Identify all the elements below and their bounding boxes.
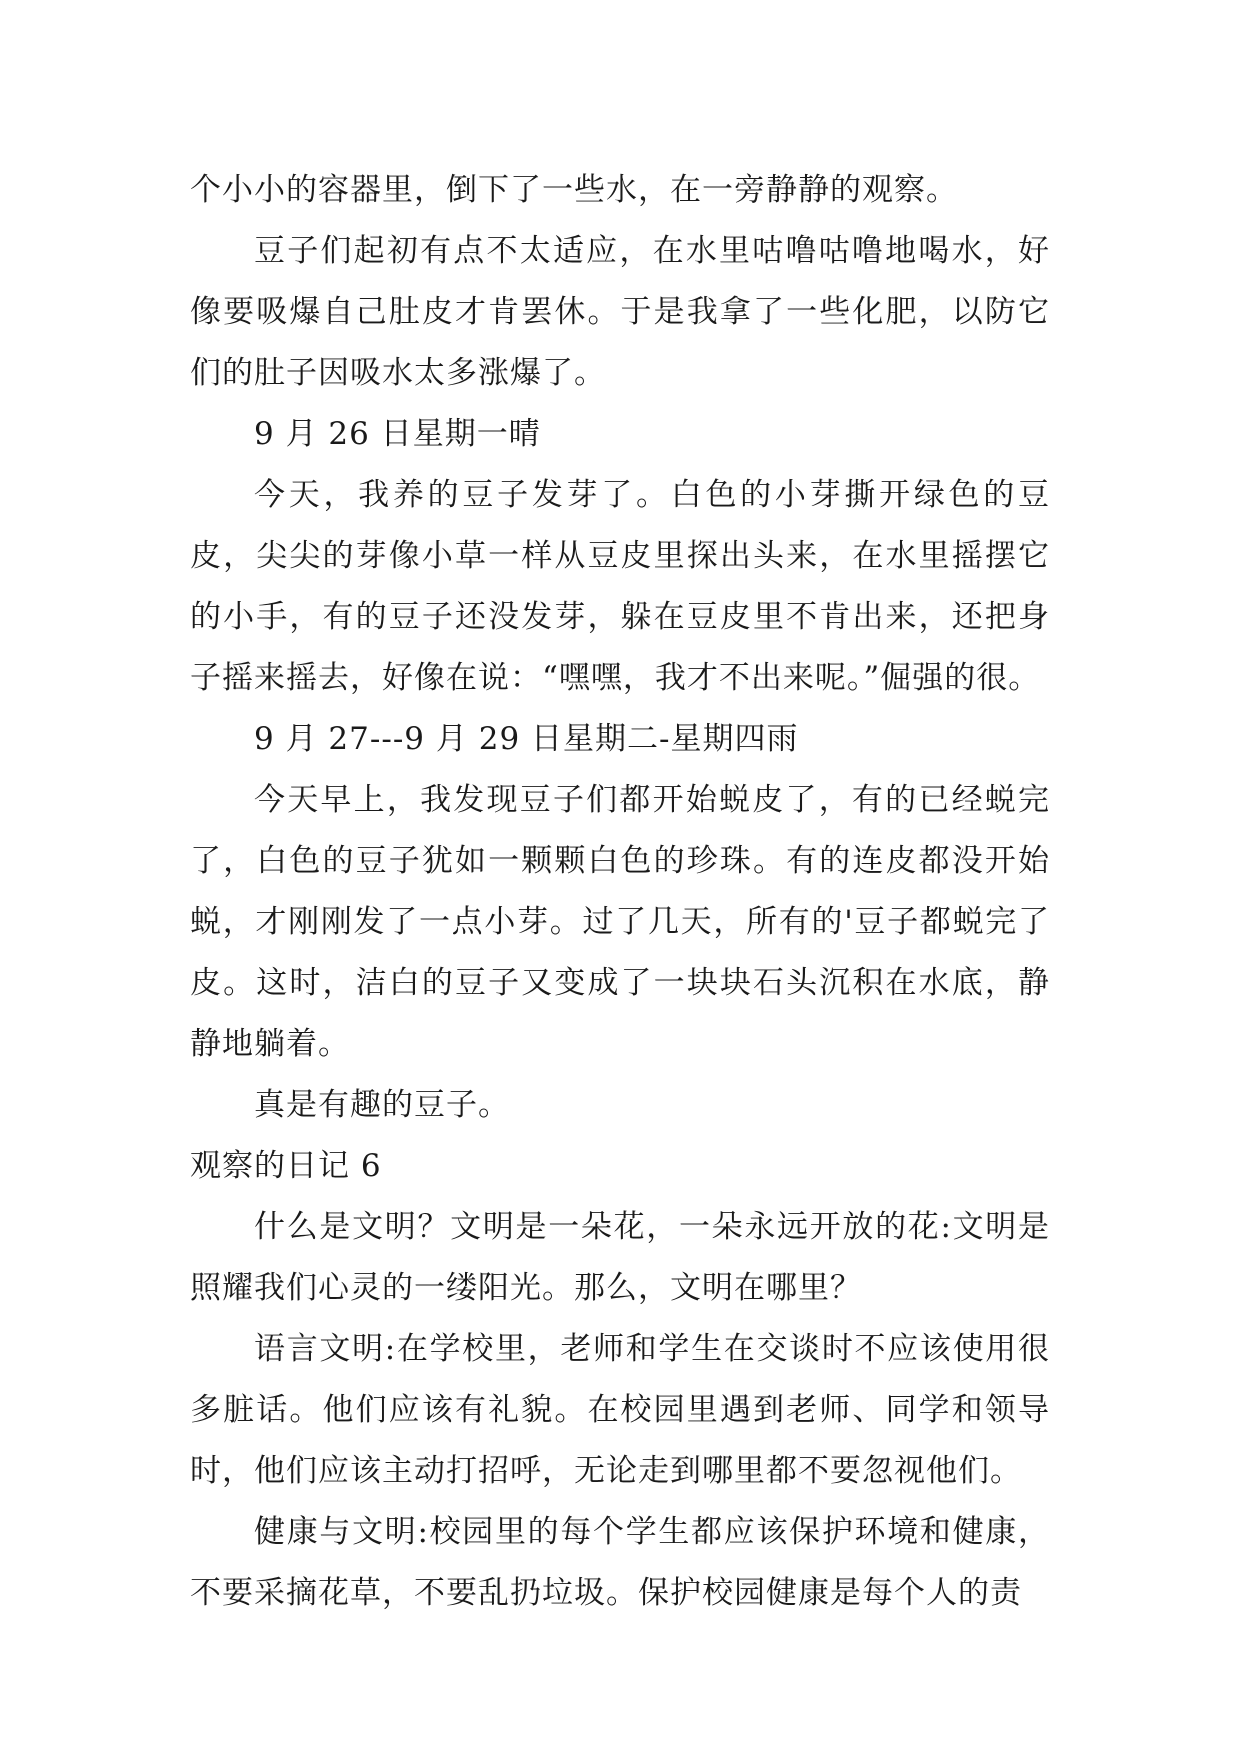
- paragraph-conclusion: 真是有趣的豆子。: [254, 1087, 510, 1123]
- paragraph-language-civility: 语言文明:在学校里，老师和学生在交谈时不应该使用很多脏话。他们应该有礼貌。在校园里遇到老师、同学和领导时，他们应该主动打招呼，无论走到哪里都不要忽视他们。: [190, 1331, 1050, 1489]
- diary-date-sep-27-29: 9 月 27---9 月 29 日星期二-星期四雨: [254, 721, 799, 757]
- diary-date-sep-26: 9 月 26 日星期一晴: [254, 416, 541, 452]
- paragraph-what-is-civility: 什么是文明？文明是一朵花，一朵永远开放的花:文明是照耀我们心灵的一缕阳光。那么，文明在哪里？: [190, 1209, 1050, 1306]
- paragraph-beans-drinking: 豆子们起初有点不太适应，在水里咕噜咕噜地喝水，好像要吸爆自己肚皮才肯罢休。于是我拿了一些化肥，以防它们的肚子因吸水太多涨爆了。: [190, 233, 1050, 391]
- document-body: [190, 160, 1050, 1624]
- paragraph-beans-peeling: 今天早上，我发现豆子们都开始蜕皮了，有的已经蜕完了，白色的豆子犹如一颗颗白色的珍珠。有的连皮都没开始蜕，才刚刚发了一点小芽。过了几天，所有的'豆子都蜕完了皮。这时，洁白的豆子又变成了一块块石头沉积在水底，静静地躺着。: [190, 782, 1050, 1062]
- paragraph-health-civility: 健康与文明:校园里的每个学生都应该保护环境和健康，不要采摘花草，不要乱扔垃圾。保护校园健康是每个人的责: [190, 1514, 1050, 1611]
- paragraph-continuation: 个小小的容器里，倒下了一些水，在一旁静静的观察。: [190, 172, 958, 208]
- paragraph-beans-sprouting: 今天，我养的豆子发芽了。白色的小芽撕开绿色的豆皮，尖尖的芽像小草一样从豆皮里探出头来，在水里摇摆它的小手，有的豆子还没发芽，躲在豆皮里不肯出来，还把身子摇来摇去，好像在说：“嘿嘿，我才不出来呢。”倔强的很。: [190, 477, 1050, 696]
- section-title-diary-6: 观察的日记 6: [190, 1148, 382, 1184]
